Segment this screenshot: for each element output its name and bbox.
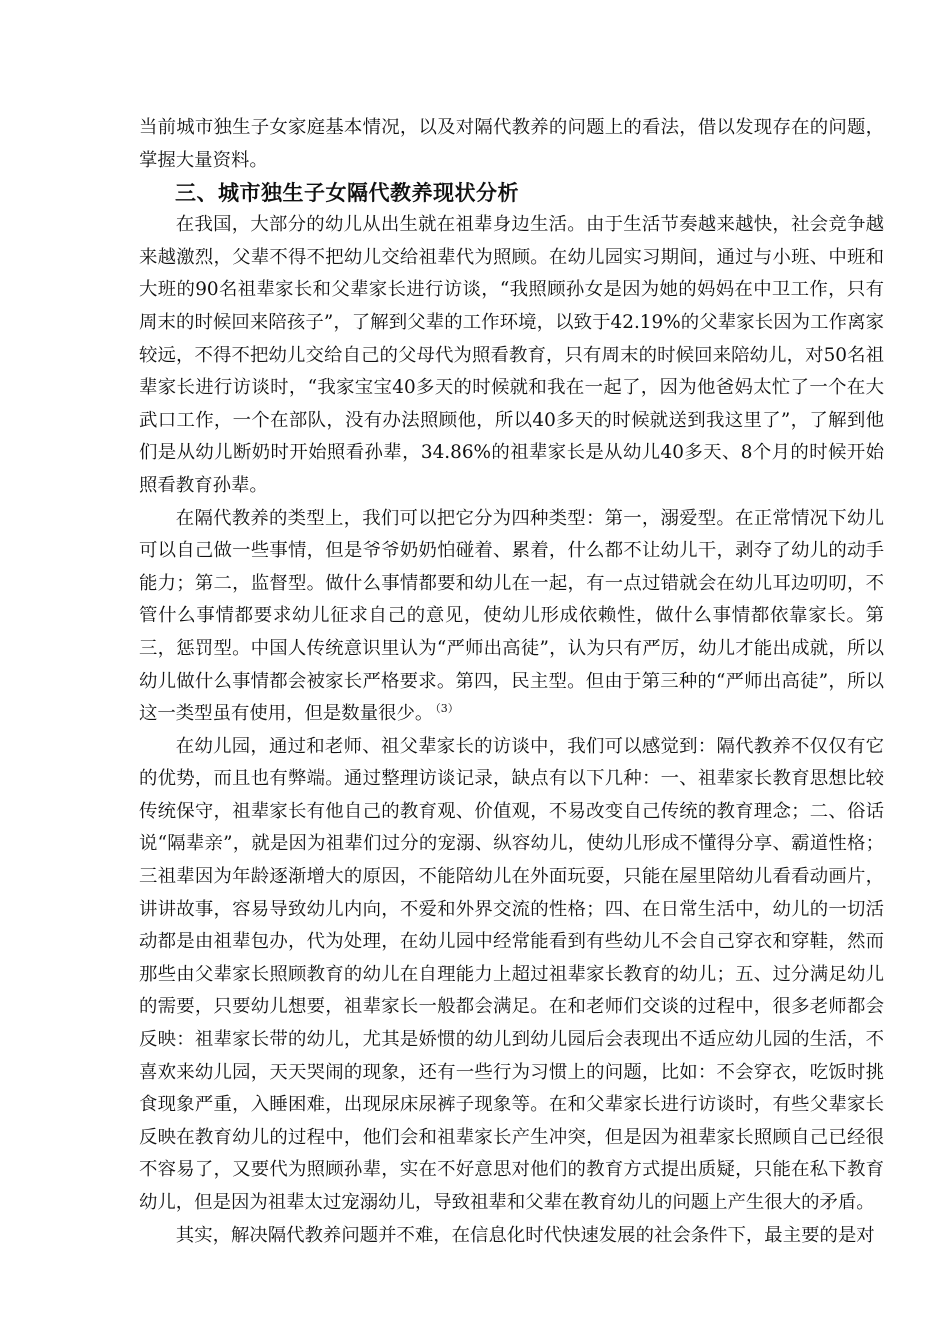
intro-paragraph: 当前城市独生子女家庭基本情况，以及对隔代教养的问题上的看法，借以发现存在的问题，掌握大量资料。 bbox=[139, 117, 884, 171]
paragraph-upbringing-survey: 在我国，大部分的幼儿从出生就在祖辈身边生活。由于生活节奏越来越快，社会竞争越来越激烈，父辈不得不把幼儿交给祖辈代为照顾。在幼儿园实习期间，通过与小班、中班和大班的90名祖辈家长和父辈家长进行访谈，“我照顾孙女是因为她的妈妈在中卫工作，只有周末的时候回来陪孩子”，了解到父辈的工作环境，以致于42.19%的父辈家长因为工作离家较远，不得不把幼儿交给自己的父母代为照看教育，只有周末的时候回来陪幼儿，对50名祖辈家长进行访谈时，“我家宝宝40多天的时候就和我在一起了，因为他爸妈太忙了一个在大武口工作，一个在部队，没有办法照顾他，所以40多天的时候就送到我这里了”，了解到他们是从幼儿断奶时开始照看孙辈，34.86%的祖辈家长是从幼儿40多天、8个月的时候开始照看教育孙辈。 bbox=[139, 214, 884, 496]
paragraph-solution: 其实，解决隔代教养问题并不难，在信息化时代快速发展的社会条件下，最主要的是对 bbox=[175, 1224, 875, 1246]
paragraph-parenting-types-text: 在隔代教养的类型上，我们可以把它分为四种类型：第一，溺爱型。在正常情况下幼儿可以自己做一些事情，但是爷爷奶奶怕碰着、累着，什么都不让幼儿干，剥夺了幼儿的动手能力；第二，监督型。做什么事情都要和幼儿在一起，有一点过错就会在幼儿耳边叨叨，不管什么事情都要求幼儿征求自己的意见，使幼儿形成依赖性，做什么事情都依靠家长。第三，惩罚型。中国人传统意识里认为“严师出高徒”，认为只有严厉，幼儿才能出成就，所以幼儿做什么事情都会被家长严格要求。第四，民主型。但由于第三种的“严师出高徒”，所以这一类型虽有使用，但是数量很少。 bbox=[139, 507, 884, 725]
citation-mark: （3） bbox=[435, 701, 459, 715]
paragraph-drawbacks: 在幼儿园，通过和老师、祖父辈家长的访谈中，我们可以感觉到：隔代教养不仅仅有它的优势，而且也有弊端。通过整理访谈记录，缺点有以下几种：一、祖辈家长教育思想比较传统保守，祖辈家长有他自己的教育观、价值观，不易改变自己传统的教育理念；二、俗话说“隔辈亲”，就是因为祖辈们过分的宠溺、纵容幼儿，使幼儿形成不懂得分享、霸道性格；三祖辈因为年龄逐渐增大的原因，不能陪幼儿在外面玩耍，只能在屋里陪幼儿看看动画片，讲讲故事，容易导致幼儿内向，不爱和外界交流的性格；四、在日常生活中，幼儿的一切活动都是由祖辈包办，代为处理，在幼儿园中经常能看到有些幼儿不会自己穿衣和穿鞋，然而那些由父辈家长照顾教育的幼儿在自理能力上超过祖辈家长教育的幼儿；五、过分满足幼儿的需要，只要幼儿想要，祖辈家长一般都会满足。在和老师们交谈的过程中，很多老师都会反映：祖辈家长带的幼儿，尤其是娇惯的幼儿到幼儿园后会表现出不适应幼儿园的生活，不喜欢来幼儿园，天天哭闹的现象，还有一些行为习惯上的问题，比如：不会穿衣，吃饭时挑食现象严重，入睡困难，出现尿床尿裤子现象等。在和父辈家长进行访谈时，有些父辈家长反映在教育幼儿的过程中，他们会和祖辈家长产生冲突，但是因为祖辈家长照顾自己已经很不容易了，又要代为照顾孙辈，实在不好意思对他们的教育方式提出质疑，只能在私下教育幼儿，但是因为祖辈太过宠溺幼儿，导致祖辈和父辈在教育幼儿的问题上产生很大的矛盾。 bbox=[139, 735, 884, 1213]
document-page bbox=[139, 112, 884, 1252]
section-heading: 三、城市独生子女隔代教养现状分析 bbox=[175, 181, 519, 206]
paragraph-parenting-types bbox=[139, 503, 884, 731]
